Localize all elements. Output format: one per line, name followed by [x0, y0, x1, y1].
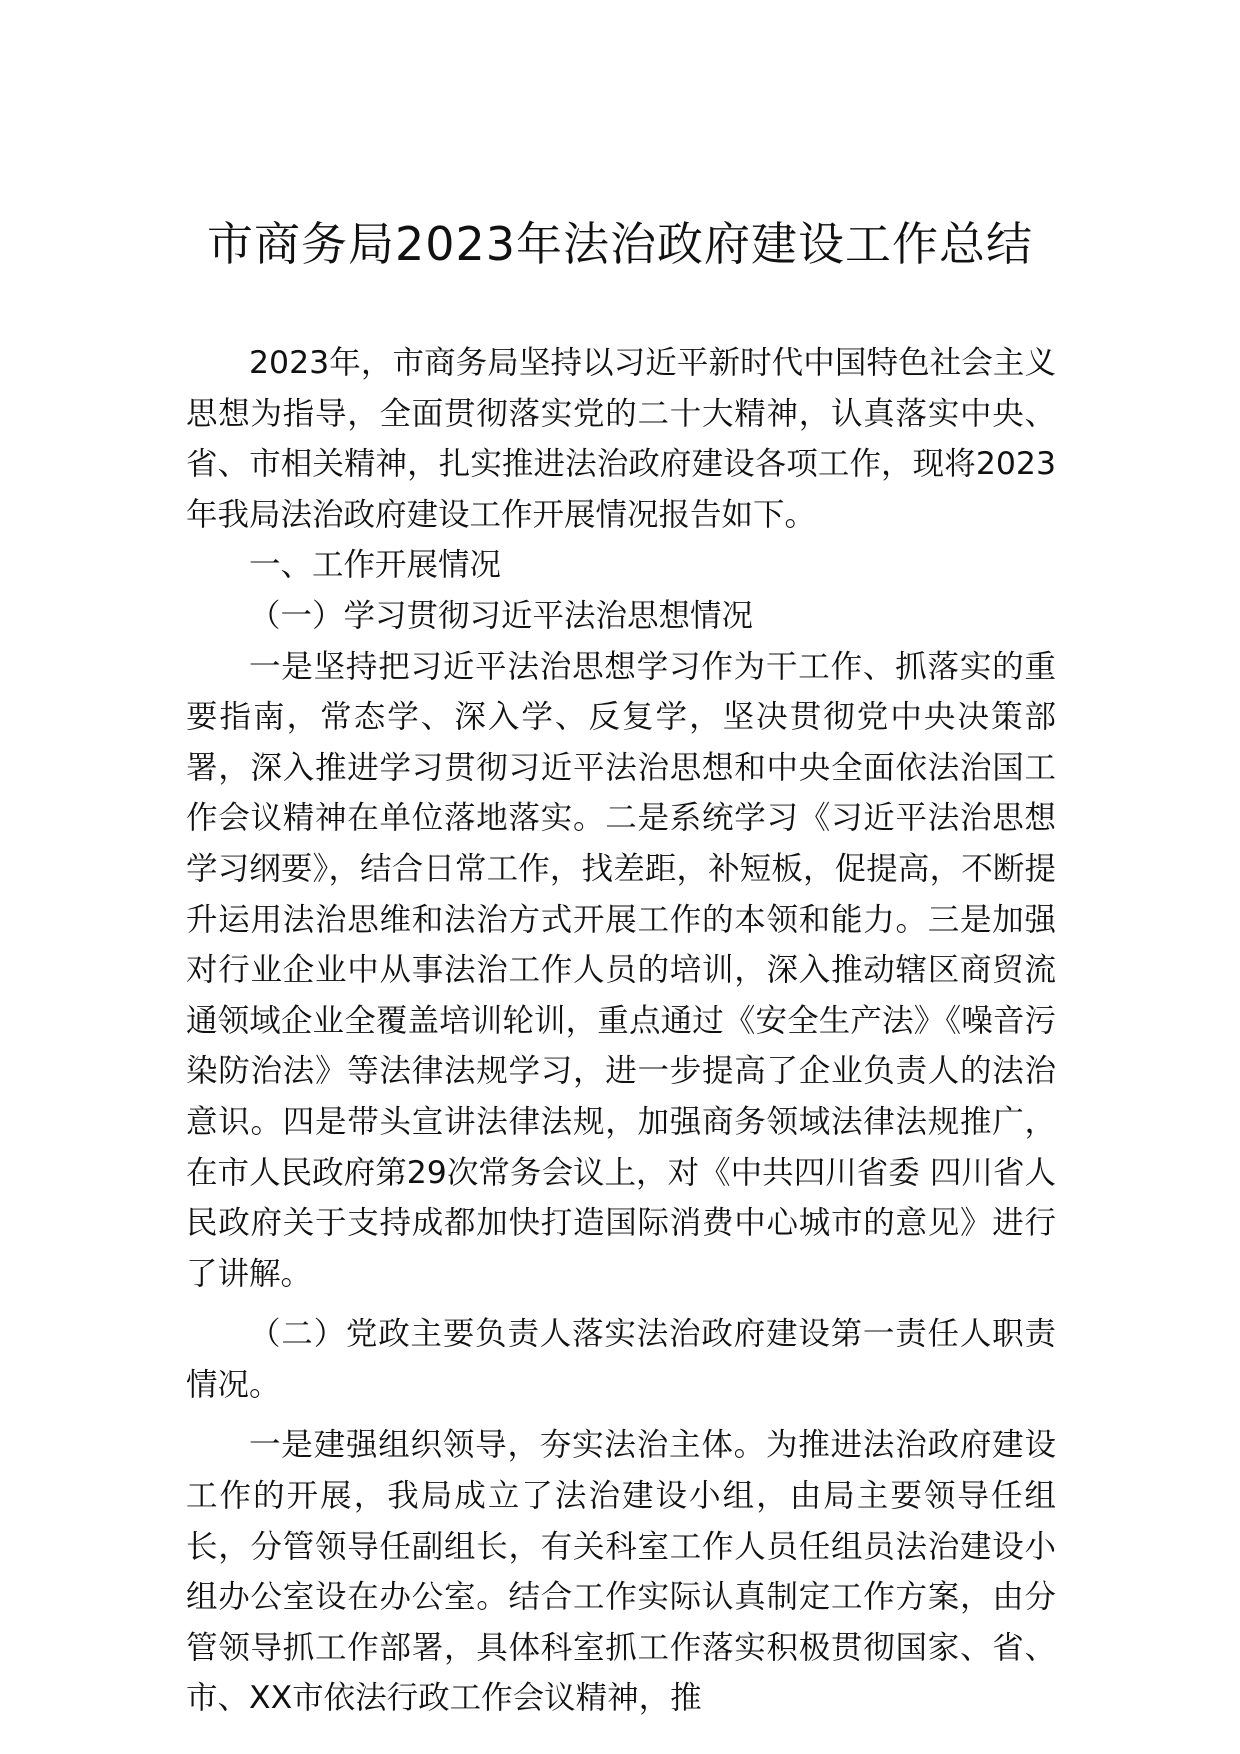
- document-title: 市商务局2023年法治政府建设工作总结: [206, 217, 1034, 271]
- body-paragraph-2: 一是建强组织领导，夯实法治主体。为推进法治政府建设工作的开展，我局成立了法治建设小组，由局主要领导任组长，分管领导任副组长，有关科室工作人员任组员法治建设小组办公室设在办公室。结合工作实际认真制定工作方案，由分管领导抓工作部署，具体科室抓工作落实积极贯彻国家、省、市、XX市依法行政工作会议精神，推: [186, 1427, 1056, 1717]
- subsection-heading-1: （一）学习贯彻习近平法治思想情况: [249, 597, 754, 634]
- section-heading-1: 一、工作开展情况: [249, 547, 502, 584]
- subsection-heading-2: （二）党政主要负责人落实法治政府建设第一责任人职责情况。: [186, 1316, 1056, 1403]
- body-paragraph-1: 一是坚持把习近平法治思想学习作为干工作、抓落实的重要指南，常态学、深入学、反复学，坚决贯彻党中央决策部署，深入推进学习贯彻习近平法治思想和中央全面依法治国工作会议精神在单位落地落实。二是系统学习《习近平法治思想学习纲要》，结合日常工作，找差距，补短板，促提高，不断提升运用法治思维和法治方式开展工作的本领和能力。三是加强对行业企业中从事法治工作人员的培训，深入推动辖区商贸流通领域企业全覆盖培训轮训，重点通过《安全生产法》《噪音污染防治法》等法律法规学习，进一步提高了企业负责人的法治意识。四是带头宣讲法律法规，加强商务领域法律法规推广，在市人民政府第29次常务会议上，对《中共四川省委 四川省人民政府关于支持成都加快打造国际消费中心城市的意见》进行了讲解。: [186, 648, 1056, 1292]
- document-body: [186, 338, 1056, 1724]
- intro-paragraph: 2023年，市商务局坚持以习近平新时代中国特色社会主义思想为指导，全面贯彻落实党的二十大精神，认真落实中央、省、市相关精神，扎实推进法治政府建设各项工作，现将2023年我局法治政府建设工作开展情况报告如下。: [186, 345, 1056, 533]
